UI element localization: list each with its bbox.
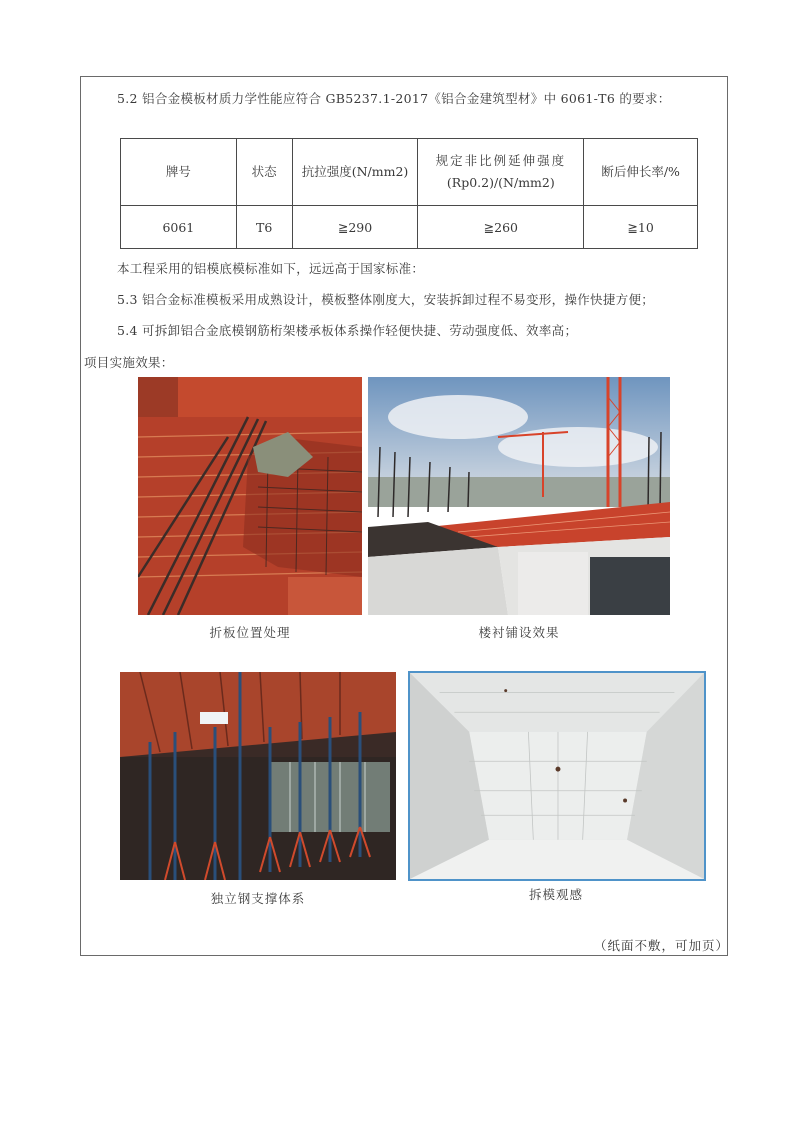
header-proof-strength-line2: (Rp0.2)/(N/mm2) [446, 175, 555, 190]
header-elongation: 断后伸长率/% [584, 139, 698, 206]
caption-floor-lining: 楼衬铺设效果 [478, 625, 560, 640]
photo-floor-lining [368, 377, 670, 615]
footer-note: （纸面不敷，可加页） [594, 938, 730, 953]
header-proof-strength-line1: 规定非比例延伸强度 [435, 153, 567, 168]
cell-tensile-strength: ≧290 [292, 206, 418, 249]
caption-steel-support: 独立钢支撑体系 [210, 891, 306, 906]
photo-demolding [408, 671, 706, 881]
clause-5-2: 5.2 铝合金模板材质力学性能应符合 GB5237.1-2017《铝合金建筑型材》中 6061-T6 的要求： [117, 91, 671, 106]
clause-5-3: 5.3 铝合金标准模板采用成熟设计，模板整体刚度大，安装拆卸过程不易变形，操作快捷方便； [117, 292, 655, 307]
cell-grade: 6061 [121, 206, 237, 249]
cell-proof-strength: ≧260 [418, 206, 584, 249]
intro-line: 本工程采用的铝模底模标准如下，远远高于国家标准： [117, 261, 425, 276]
cell-temper: T6 [236, 206, 292, 249]
caption-folded-plate: 折板位置处理 [209, 625, 291, 640]
clause-5-4: 5.4 可拆卸铝合金底模钢筋桁架楼承板体系操作轻便快捷、劳动强度低、效率高； [117, 323, 578, 338]
header-grade: 牌号 [121, 139, 237, 206]
photo-steel-support [120, 672, 396, 880]
effect-heading: 项目实施效果： [84, 355, 174, 370]
header-proof-strength [418, 139, 584, 206]
header-tensile-strength: 抗拉强度(N/mm2) [292, 139, 418, 206]
caption-demolding: 拆模观感 [528, 887, 583, 902]
photo-folded-plate [138, 377, 362, 615]
cell-elongation: ≧10 [584, 206, 698, 249]
header-temper: 状态 [236, 139, 292, 206]
table-header-row [121, 139, 698, 206]
material-spec-table [120, 138, 698, 249]
table-row [121, 206, 698, 249]
